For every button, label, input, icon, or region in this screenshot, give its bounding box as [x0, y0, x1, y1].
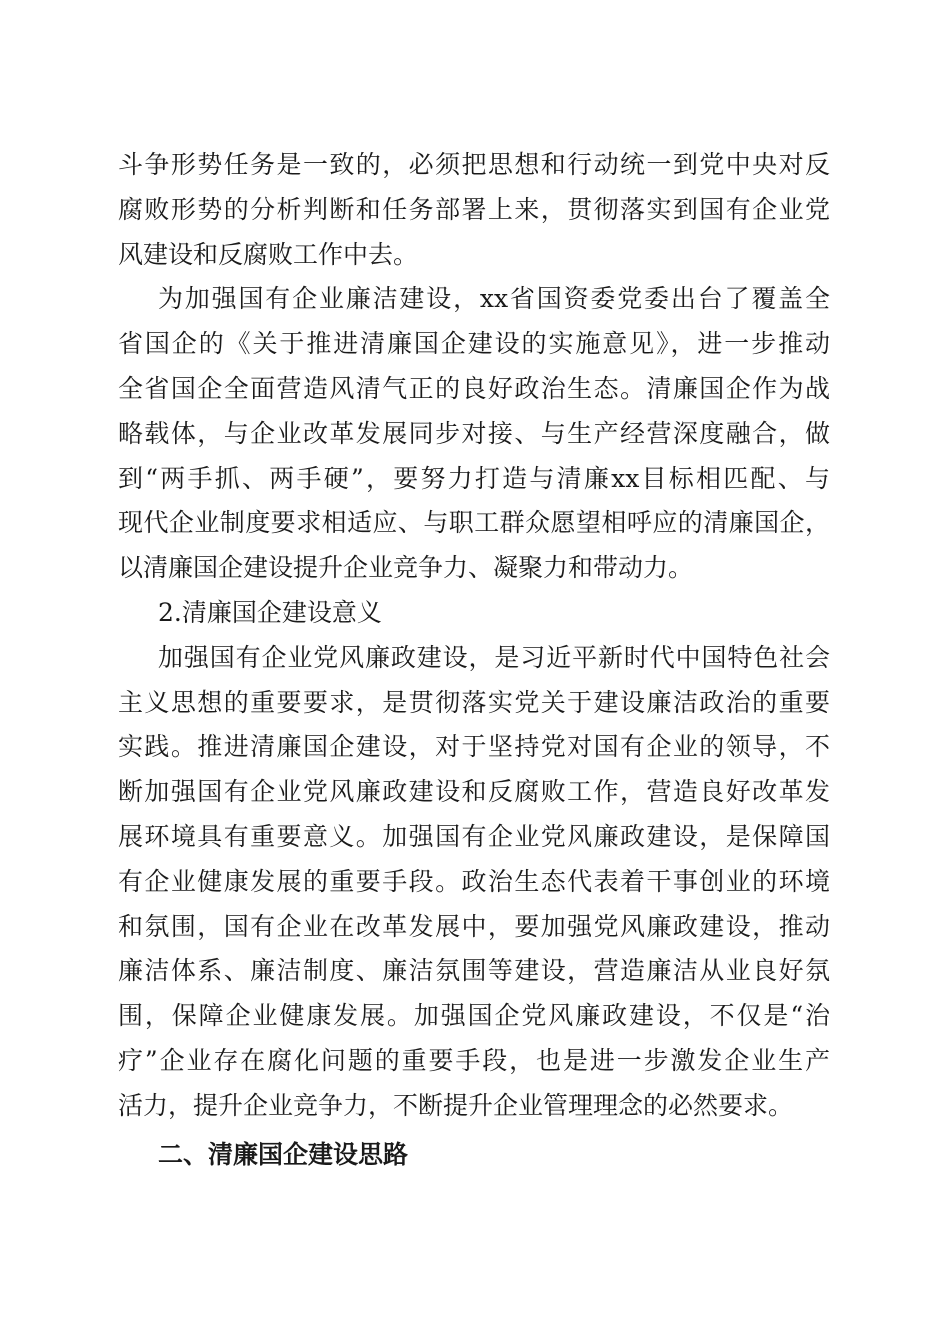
- text-line: 省国企的《关于推进清廉国企建设的实施意见》，进一步推动: [118, 329, 830, 359]
- text-line: 现代企业制度要求相适应、与职工群众愿望相呼应的清廉国企，: [118, 508, 830, 538]
- paragraph-significance: [118, 636, 830, 1129]
- subheading-title: 2.清廉国企建设意义: [158, 597, 382, 627]
- text-line: 展环境具有重要意义。加强国有企业党风廉政建设，是保障国: [118, 821, 830, 851]
- paragraph-guideline: [118, 277, 830, 591]
- text-line: 围，保障企业健康发展。加强国企党风廉政建设，不仅是“治: [118, 1001, 830, 1031]
- text-line: 风建设和反腐败工作中去。: [118, 239, 419, 269]
- section-heading: 二、清廉国企建设思路: [158, 1139, 409, 1169]
- paragraph-continuation: [118, 143, 830, 277]
- text-line: 为加强国有企业廉洁建设，xx省国资委党委出台了覆盖全: [158, 284, 830, 314]
- text-line: 实践。推进清廉国企建设，对于坚持党对国有企业的领导，不: [118, 732, 830, 762]
- text-line: 和氛围，国有企业在改革发展中，要加强党风廉政建设，推动: [118, 911, 830, 941]
- subheading: [118, 591, 830, 636]
- text-line: 到“两手抓、两手硬”，要努力打造与清廉xx目标相匹配、与: [118, 463, 830, 493]
- text-line: 活力，提升企业竞争力，不断提升企业管理理念的必然要求。: [118, 1090, 794, 1120]
- text-line: 斗争形势任务是一致的，必须把思想和行动统一到党中央对反: [118, 150, 830, 179]
- text-line: 主义思想的重要要求，是贯彻落实党关于建设廉洁政治的重要: [118, 687, 830, 717]
- text-line: 疗”企业存在腐化问题的重要手段，也是进一步激发企业生产: [118, 1045, 830, 1075]
- document-body: [118, 143, 830, 1177]
- text-line: 廉洁体系、廉洁制度、廉洁氛围等建设，营造廉洁从业良好氛: [118, 956, 830, 986]
- text-line: 断加强国有企业党风廉政建设和反腐败工作，营造良好改革发: [118, 777, 830, 807]
- text-line: 加强国有企业党风廉政建设，是习近平新时代中国特色社会: [158, 642, 830, 672]
- text-line: 略载体，与企业改革发展同步对接、与生产经营深度融合，做: [118, 418, 830, 448]
- text-line: 以清廉国企建设提升企业竞争力、凝聚力和带动力。: [118, 553, 694, 583]
- text-line: 有企业健康发展的重要手段。政治生态代表着干事创业的环境: [118, 866, 830, 896]
- text-line: 腐败形势的分析判断和任务部署上来，贯彻落实到国有企业党: [118, 194, 830, 224]
- text-line: 全省国企全面营造风清气正的良好政治生态。清廉国企作为战: [118, 373, 830, 403]
